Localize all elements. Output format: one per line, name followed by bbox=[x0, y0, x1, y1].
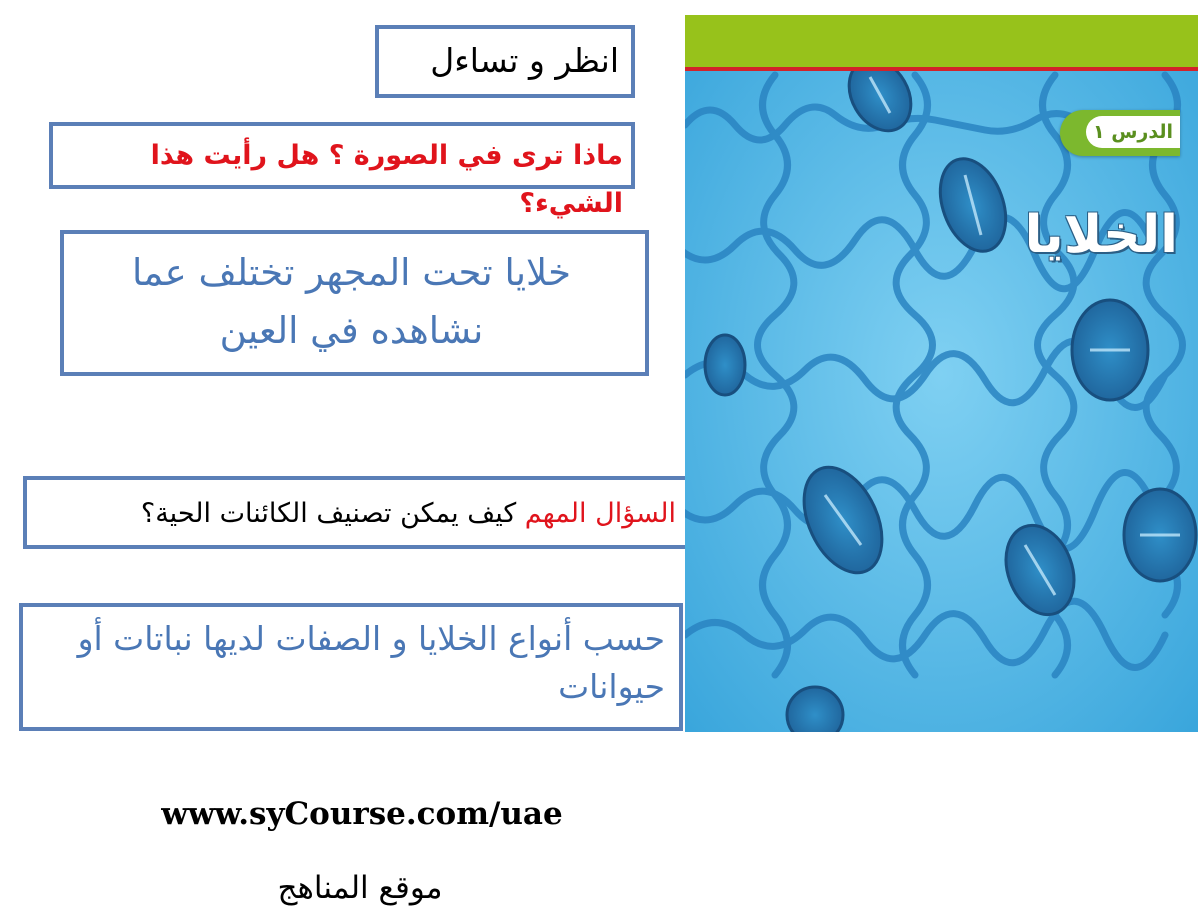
cells-statement-text: خلايا تحت المجهر تختلف عما نشاهده في العين bbox=[131, 251, 571, 352]
site-url[interactable]: www.syCourse.com/uae bbox=[161, 796, 563, 832]
lesson-cover-image bbox=[685, 15, 1198, 732]
essential-question-box bbox=[23, 476, 690, 549]
answer-box bbox=[19, 603, 683, 731]
question-box bbox=[49, 122, 635, 219]
site-name: موقع المناهج bbox=[277, 870, 443, 906]
question-text: ماذا ترى في الصورة ؟ هل رأيت هذا الشيء؟ bbox=[150, 140, 623, 219]
lesson-badge bbox=[1060, 110, 1180, 156]
title-text: انظر و تساءل bbox=[430, 41, 619, 80]
essential-question-text: كيف يمكن تصنيف الكائنات الحية؟ bbox=[140, 498, 525, 529]
cells-statement-box bbox=[60, 230, 649, 376]
title-box bbox=[375, 25, 635, 98]
cover-title: الخلايا bbox=[1024, 205, 1178, 265]
lesson-label: الدرس ١ bbox=[1086, 116, 1180, 148]
answer-text: حسب أنواع الخلايا و الصفات لديها نباتات أو حيوانات bbox=[77, 619, 665, 706]
essential-question-label: السؤال المهم bbox=[524, 498, 676, 529]
